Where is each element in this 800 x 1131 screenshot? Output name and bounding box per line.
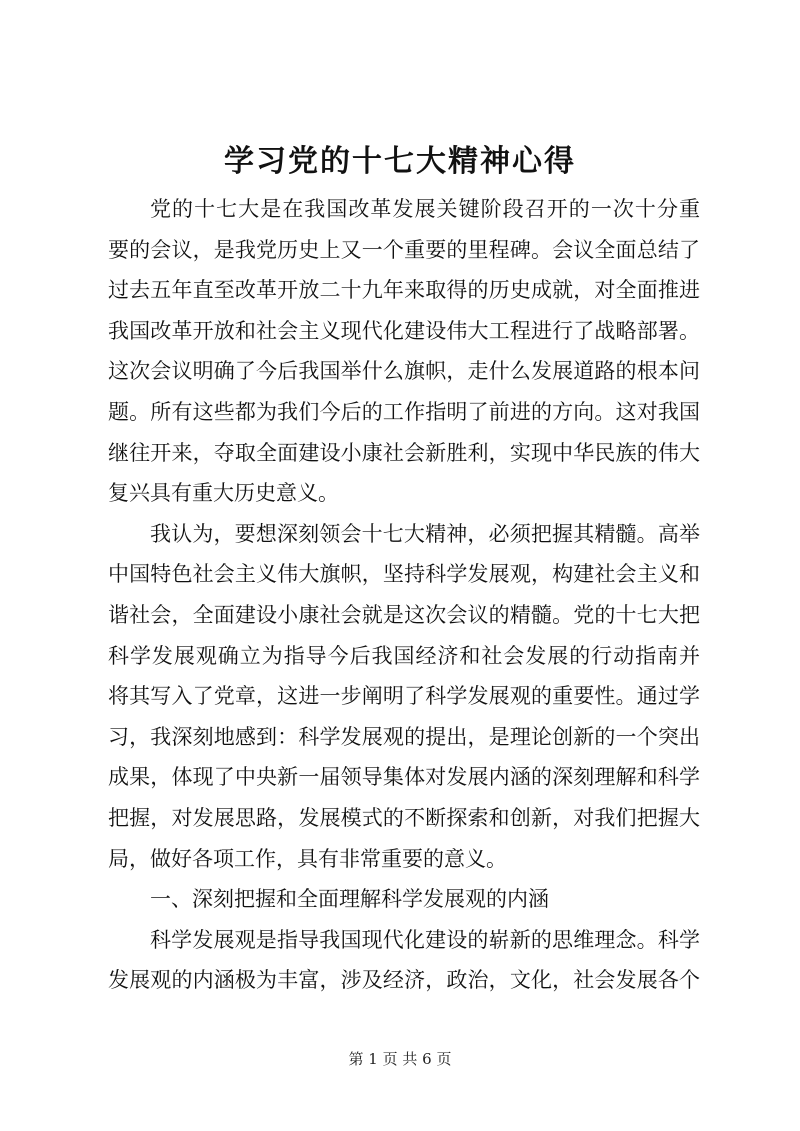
paragraph-line: 把握，对发展思路，发展模式的不断探索和创新，对我们把握大 — [108, 805, 700, 830]
paragraph-line: 要的会议，是我党历史上又一个重要的里程碑。会议全面总结了 — [108, 237, 700, 262]
paragraph-line: 过去五年直至改革开放二十九年来取得的历史成就，对全面推进 — [108, 278, 700, 303]
paragraph-line: 中国特色社会主义伟大旗帜，坚持科学发展观，构建社会主义和 — [108, 562, 700, 587]
document-title: 学习党的十七大精神心得 — [224, 144, 576, 179]
paragraph-line: 这次会议明确了今后我国举什么旗帜，走什么发展道路的根本问 — [108, 359, 700, 384]
section-heading: 一、深刻把握和全面理解科学发展观的内涵 — [150, 887, 549, 912]
paragraph-line: 我国改革开放和社会主义现代化建设伟大工程进行了战略部署。 — [108, 318, 700, 343]
page-footer: 第 1 页 共 6 页 — [348, 1050, 452, 1068]
paragraph-line: 习，我深刻地感到：科学发展观的提出，是理论创新的一个突出 — [108, 724, 700, 749]
paragraph-line: 成果，体现了中央新一届领导集体对发展内涵的深刻理解和科学 — [108, 765, 700, 790]
paragraph-line: 复兴具有重大历史意义。 — [108, 481, 339, 506]
paragraph-line: 谐社会，全面建设小康社会就是这次会议的精髓。党的十七大把 — [108, 602, 700, 627]
paragraph-line: 局，做好各项工作，具有非常重要的意义。 — [108, 846, 507, 871]
paragraph-line: 我认为，要想深刻领会十七大精神，必须把握其精髓。高举 — [150, 521, 700, 546]
paragraph-line: 党的十七大是在我国改革发展关键阶段召开的一次十分重 — [150, 197, 700, 221]
paragraph-line: 题。所有这些都为我们今后的工作指明了前进的方向。这对我国 — [108, 399, 700, 424]
paragraph-line: 科学发展观是指导我国现代化建设的崭新的思维理念。科学 — [150, 927, 700, 952]
paragraph-line: 发展观的内涵极为丰富，涉及经济，政治，文化，社会发展各个 — [108, 968, 700, 993]
paragraph-line: 继往开来，夺取全面建设小康社会新胜利，实现中华民族的伟大 — [108, 440, 700, 465]
document-body — [108, 189, 700, 1001]
paragraph-line: 将其写入了党章，这进一步阐明了科学发展观的重要性。通过学 — [108, 684, 700, 709]
paragraph-line: 科学发展观确立为指导今后我国经济和社会发展的行动指南并 — [108, 643, 700, 668]
